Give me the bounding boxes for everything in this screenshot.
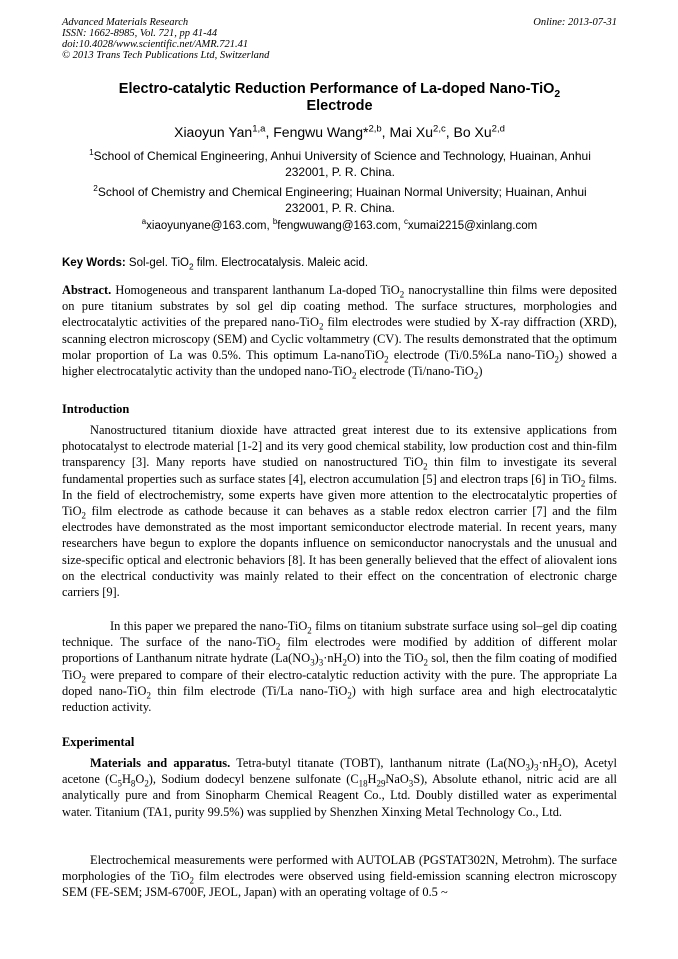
author-list: Xiaoyun Yan$^{1,a}$, Fengwu Wang*$^{2,b}$, Mai Xu$^{2,c}$, Bo Xu$^{2,d}$ — [174, 123, 505, 140]
section-heading-introduction: Introduction — [62, 402, 130, 416]
email-link[interactable]: fengwuwang@163.com — [277, 220, 398, 232]
author: Mai Xu — [389, 124, 434, 140]
author: Bo Xu — [453, 124, 492, 140]
keywords: Key Words: Sol-gel. TiO$_2$ film. Electrocatalysis. Maleic acid. — [62, 257, 369, 272]
affiliation-2: $^2$School of Chemistry and Chemical Engineering; Huainan Normal University; Huainan, Anhui 232001, P. R. China. — [93, 184, 587, 215]
keywords-label: Key Words: — [62, 257, 126, 269]
journal-name: Advanced Materials Research — [62, 17, 189, 28]
experimental-paragraph-1: Materials and apparatus. Tetra-butyl titanate (TOBT), lanthanum nitrate $(La(NO_3)_3\cdot nH_2O)$, Acetyl acetone $(C_5H_8O_2)$, Sodium dodecyl benzene sulfonate $(C_{18}H_{29}NaO_3S)$, Absolute ethanol, nitric acid are all analytically pure and from Sinopharm Chemical Reagent Co., Ltd. Doubly distilled water as experimental water. Titanium (TA1, purity 99.5%) was supplied by Shenzhen Xinxing Metal Technology Co., Ltd. — [62, 756, 618, 819]
title-line1: Electro-catalytic Reduction Performance of La-doped Nano-TiO — [118, 81, 555, 97]
title-sub: 2 — [554, 88, 561, 100]
doi-line: doi:10.4028/www.scientific.net/AMR.721.41 — [62, 39, 249, 50]
section-heading-experimental: Experimental — [62, 735, 135, 749]
online-date: Online: 2013-07-31 — [533, 17, 617, 28]
issn-line: ISSN: 1662-8985, Vol. 721, pp 41-44 — [62, 28, 218, 39]
intro-paragraph-2: In this paper we prepared the nano-TiO$_2$ films on titanium substrate surface using sol–gel dip coating technique. The surface of the nano-TiO$_2$ film electrodes were modified by addition of different molar proportions of Lanthanum nitrate hydrate $(La(NO_3)_3\cdot nH_2O)$ into the TiO$_2$ sol, then the film coating of modified TiO$_2$ were prepared to compare of their electro-catalytic reduction activity with the pure. The appropriate La doped nano-TiO$_2$ thin film electrode (Ti/La nano-TiO$_2$) with high surface area and high electrocatalytic reduction activity. — [62, 619, 617, 715]
paper-title — [62, 81, 617, 115]
affiliation-1: $^1$School of Chemical Engineering, Anhui University of Science and Technology, Huainan, Anhui 232001, P. R. China. — [89, 148, 591, 179]
email-list: $^a$xiaoyunyane@163.com, $^b$fengwuwang@163.com, $^c$xumai2215@xinlang.com — [141, 217, 538, 232]
intro-paragraph-1: Nanostructured titanium dioxide have attracted great interest due to its extensive applications from photocatalyst to electrode material [1-2] and its very good chemical stability, low production cost and thin-film transparency [3]. Many reports have studied on nanostructured TiO$_2$ thin film to investigate its several fundamental properties such as surface states [4], electron accumulation [5] and electron traps [6] in TiO$_2$ films. In the field of electrochemistry, some experts have given more attention to the electrocatalytic properties of TiO$_2$ film electrode as cathode because it can behaves as a stable redox electron carrier [7] and the film electrodes have demonstrated as the most important semiconductor electrode material. In recent years, many researchers have begun to explore the dopants influence on semiconductor nanocrystals and the unusual and size-specific optical and electronic behaviors [8]. It has been generally believed that the effect of aliovalent ions on the electrical conductivity was mainly related to their effect on the concentration of electronic charge carriers [9]. — [62, 423, 617, 600]
copyright-line: © 2013 Trans Tech Publications Ltd, Switzerland — [62, 50, 270, 61]
experimental-paragraph-2: Electrochemical measurements were performed with AUTOLAB (PGSTAT302N, Metrohm). The surface morphologies of the TiO$_2$ film electrodes were observed using field-emission scanning electron microscopy SEM (FE-SEM; JSM-6700F, JEOL, Japan) with an operating voltage of 0.5 ~ — [62, 853, 618, 900]
email-link[interactable]: xiaoyunyane@163.com — [146, 220, 267, 232]
author: Xiaoyun Yan — [174, 124, 253, 140]
email-link[interactable]: xumai2215@xinlang.com — [407, 220, 538, 232]
abstract: Abstract. Homogeneous and transparent lanthanum La-doped TiO$_2$ nanocrystalline thin films were deposited on pure titanium substrates by sol gel dip coating method. The surface structures, morphologies and electrocatalytic activities of the prepared nano-TiO$_2$ film electrodes were studied by X-ray diffraction (XRD), scanning electron microscopy (SEM) and Cyclic voltammetry (CV). The results demonstrated that the optimum molar proportion of La was 0.5%. This optimum La-nanoTiO$_2$ electrode (Ti/0.5%La nano-TiO$_2$) showed a higher electrocatalytic activity than the undoped nano-TiO$_2$ electrode (Ti/nano-TiO$_2$) — [62, 283, 617, 381]
abstract-label: Abstract. — [62, 283, 112, 297]
journal-header — [62, 17, 617, 61]
title-line2: Electrode — [306, 98, 373, 114]
author: Fengwu Wang* — [273, 124, 369, 140]
materials-label: Materials and apparatus. — [90, 756, 231, 770]
